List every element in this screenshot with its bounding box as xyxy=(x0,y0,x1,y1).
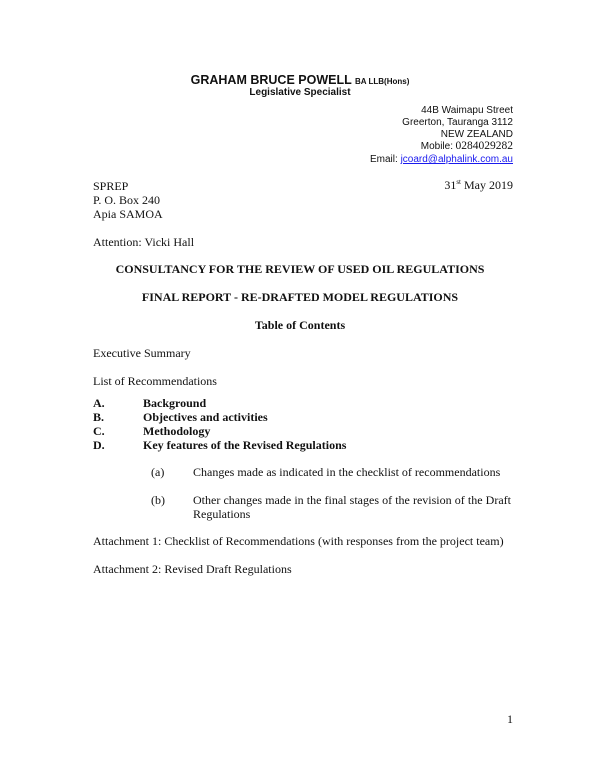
email-link[interactable]: jcoard@alphalink.com.au xyxy=(400,154,513,165)
toc-section-c: Methodology xyxy=(143,424,211,438)
word: Draft xyxy=(485,493,511,507)
toc-subsection-b-line1 xyxy=(193,493,511,508)
address-line-3: NEW ZEALAND xyxy=(440,129,513,140)
date-rest: May 2019 xyxy=(464,178,513,192)
word: made xyxy=(265,493,292,507)
toc-section-letter-a: A. xyxy=(93,396,105,410)
word: revision xyxy=(412,493,452,507)
address-line-1: 44B Waimapu Street xyxy=(421,105,513,116)
toc-executive-summary: Executive Summary xyxy=(93,346,191,360)
toc-section-a: Background xyxy=(143,396,207,410)
main-heading: CONSULTANCY FOR THE REVIEW OF USED OIL REGULATIONS xyxy=(115,262,485,276)
toc-subsection-a: Changes made as indicated in the checklist of recommendations xyxy=(193,465,501,479)
toc-heading: Table of Contents xyxy=(254,318,346,332)
toc-section-letter-c: C. xyxy=(93,424,105,438)
author-title: Legislative Specialist xyxy=(249,87,351,98)
email-label: Email: xyxy=(369,154,398,165)
author-qualifications: BA LLB(Hons) xyxy=(355,77,410,86)
toc-section-d: Key features of the Revised Regulations xyxy=(143,438,347,452)
toc-section-letter-b: B. xyxy=(93,410,105,424)
recipient-line-2: P. O. Box 240 xyxy=(93,193,161,207)
word: the xyxy=(467,493,483,507)
attention-line: Attention: Vicki Hall xyxy=(93,235,195,249)
toc-section-b: Objectives and activities xyxy=(143,410,268,424)
word: stages xyxy=(349,493,379,507)
toc-attachment-1: Attachment 1: Checklist of Recommendations (with responses from the project team) xyxy=(93,534,504,548)
word: the xyxy=(306,493,322,507)
word: of xyxy=(382,493,393,507)
toc-subsection-label-a: (a) xyxy=(151,465,165,479)
email-line xyxy=(370,154,513,165)
toc-attachment-2: Attachment 2: Revised Draft Regulations xyxy=(93,562,292,576)
word: changes xyxy=(223,493,263,507)
word: of xyxy=(454,493,465,507)
word: final xyxy=(324,493,347,507)
toc-subsection-label-b: (b) xyxy=(151,493,165,507)
author-name-text: GRAHAM BRUCE POWELL xyxy=(190,73,352,87)
mobile-number: 0284029282 xyxy=(455,140,513,152)
toc-list-of-recommendations: List of Recommendations xyxy=(93,374,217,388)
date-day: 31 xyxy=(444,178,457,192)
page-number: 1 xyxy=(507,712,513,726)
recipient-line-3: Apia SAMOA xyxy=(93,207,163,221)
toc-subsection-b-line2: Regulations xyxy=(193,507,251,521)
address-line-2: Greerton, Tauranga 3112 xyxy=(402,117,513,128)
date-suffix: st xyxy=(456,178,461,186)
author-name xyxy=(0,73,600,87)
recipient-line-1: SPREP xyxy=(93,179,129,193)
mobile-label: Mobile: xyxy=(420,141,453,152)
word: the xyxy=(395,493,410,507)
letter-date xyxy=(444,178,513,193)
sub-heading: FINAL REPORT - RE-DRAFTED MODEL REGULATIONS xyxy=(141,290,459,304)
toc-section-letter-d: D. xyxy=(93,438,105,452)
mobile-line xyxy=(421,140,513,152)
word: Other xyxy=(193,493,221,507)
word: in xyxy=(294,493,304,507)
